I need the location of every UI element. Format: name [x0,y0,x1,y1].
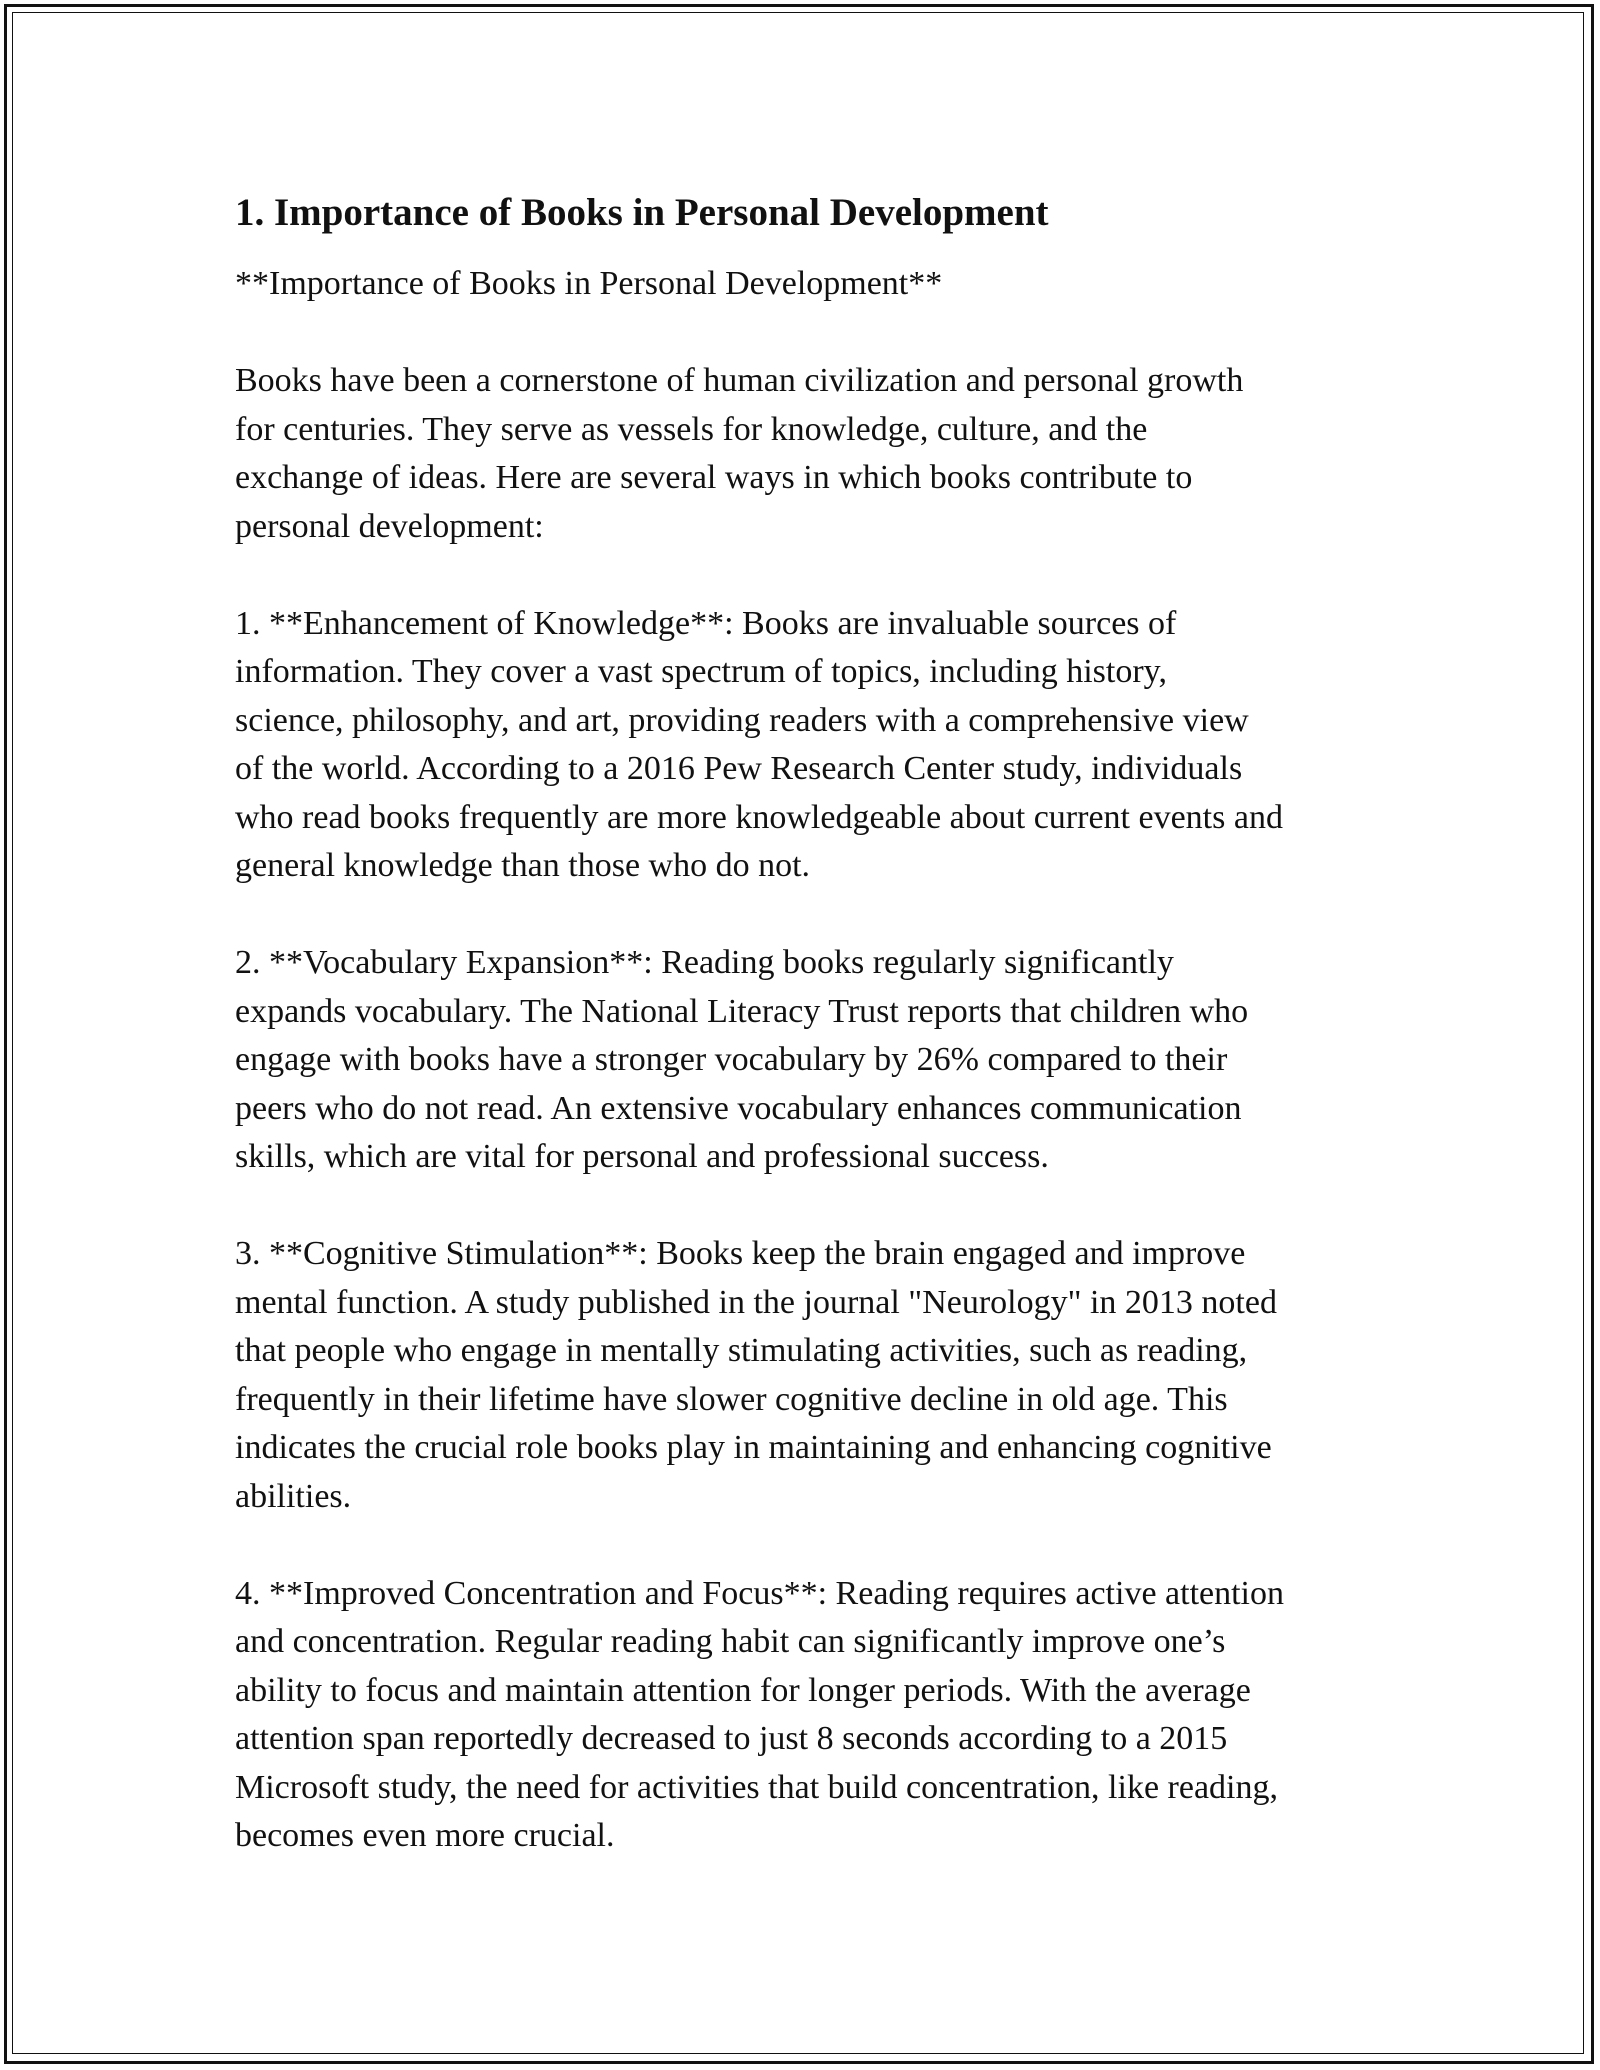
paragraph-line: ability to focus and maintain attention for longer periods. With the average [235,1671,1251,1709]
paragraph-line: engage with books have a stronger vocabulary by 26% compared to their [235,1041,1228,1078]
paragraph-knowledge [235,600,1385,891]
paragraph-vocabulary [235,939,1385,1182]
paragraph-line: mental function. A study published in the journal "Neurology" in 2013 noted [235,1283,1277,1321]
paragraph-line: 3. **Cognitive Stimulation**: Books keep the brain engaged and improve [235,1235,1246,1272]
paragraph-line: of the world. According to a 2016 Pew Research Center study, individuals [235,750,1243,787]
paragraph-line: Books have been a cornerstone of human civilization and personal growth [235,362,1244,399]
paragraph-line: becomes even more crucial. [235,1817,615,1854]
paragraph-line: science, philosophy, and art, providing readers with a comprehensive view [235,701,1249,739]
paragraph-line: general knowledge than those who do not. [235,847,811,884]
paragraph-line: attention span reportedly decreased to just 8 seconds according to a 2015 [235,1720,1228,1757]
paragraph-line: indicates the crucial role books play in maintaining and enhancing cognitive [235,1429,1272,1466]
paragraph-concentration [235,1570,1385,1861]
paragraph-cognitive [235,1230,1385,1521]
paragraph-line: expands vocabulary. The National Literacy Trust reports that children who [235,992,1249,1030]
paragraph-line: frequently in their lifetime have slower cognitive decline in old age. This [235,1380,1228,1418]
paragraph-line: 2. **Vocabulary Expansion**: Reading books regularly significantly [235,944,1174,981]
section-heading: 1. Importance of Books in Personal Development [235,191,1049,234]
document-body [235,188,1385,1909]
paragraph-line: personal development: [235,507,544,545]
paragraph-line: and concentration. Regular reading habit can significantly improve one’s [235,1623,1226,1660]
paragraph-line: for centuries. They serve as vessels for knowledge, culture, and the [235,410,1148,448]
paragraph-line: 1. **Enhancement of Knowledge**: Books are invaluable sources of [235,604,1177,642]
paragraph-line: 4. **Improved Concentration and Focus**: Reading requires active attention [235,1574,1285,1612]
paragraph-line: abilities. [235,1477,352,1515]
paragraph-line: Microsoft study, the need for activities that build concentration, like reading, [235,1768,1278,1806]
paragraph-line: exchange of ideas. Here are several ways in which books contribute to [235,459,1193,496]
paragraph-line: that people who engage in mentally stimulating activities, such as reading, [235,1332,1248,1369]
paragraph-line: skills, which are vital for personal and professional success. [235,1138,1049,1175]
paragraph-line: peers who do not read. An extensive vocabulary enhances communication [235,1089,1242,1127]
paragraph-line: who read books frequently are more knowledgeable about current events and [235,798,1283,836]
section-subtitle: **Importance of Books in Personal Development** [235,265,943,302]
paragraph-intro [235,357,1385,551]
paragraph-line: information. They cover a vast spectrum of topics, including history, [235,653,1167,690]
